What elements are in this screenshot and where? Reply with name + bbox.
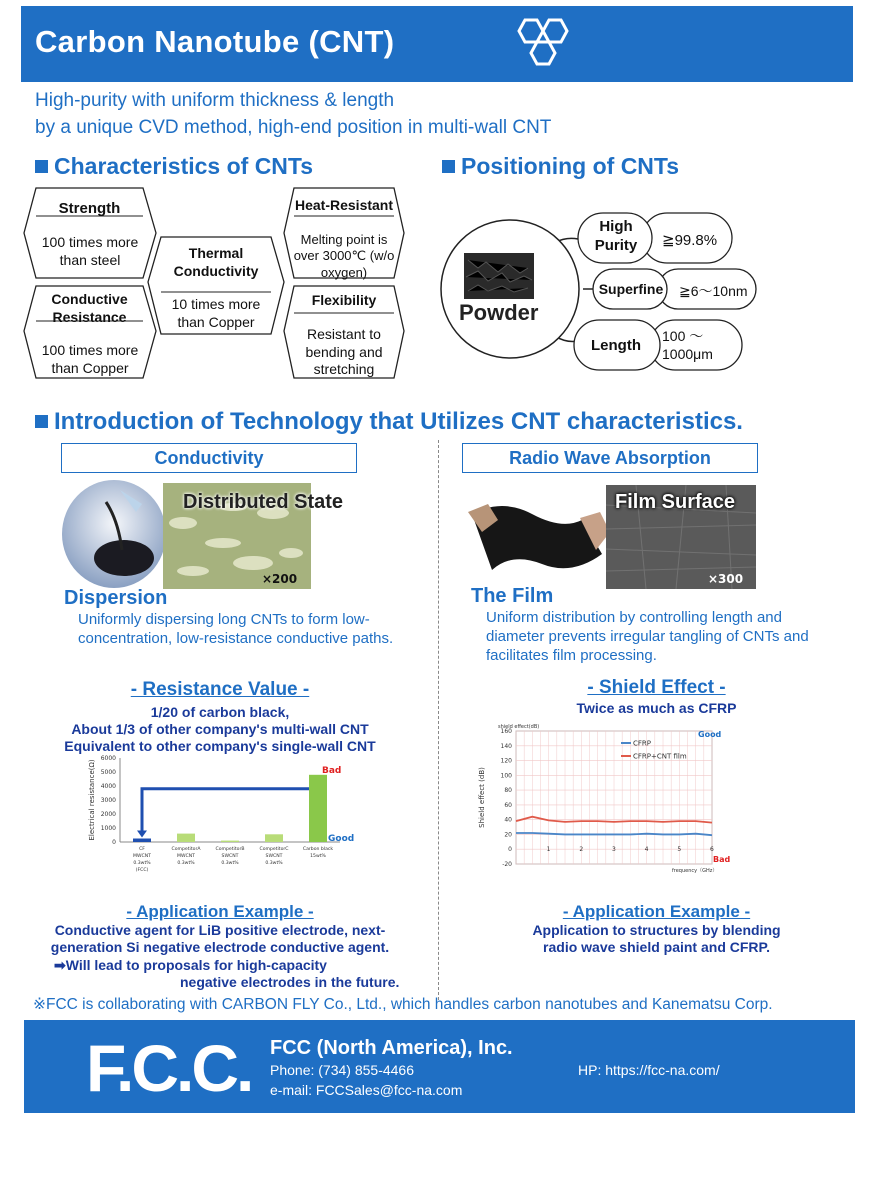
thermal-desc: 10 times more than Copper <box>171 296 261 330</box>
film-surface-label: Film Surface <box>615 491 736 513</box>
film-photo <box>462 484 612 589</box>
x-tick-label: MWCNT <box>177 854 195 859</box>
x-tick-label: 1 <box>546 846 551 854</box>
characteristics-heading: Characteristics of CNTs <box>35 153 313 180</box>
x-tick-label: (FCC) <box>135 868 149 873</box>
film-magnification-label: ×300 <box>708 572 744 586</box>
bad-annotation: Bad <box>713 855 731 864</box>
the-film-caption: The Film <box>471 585 554 607</box>
y-tick-label: 3000 <box>100 797 116 804</box>
superfine-value: ≧6～10nm <box>679 283 748 299</box>
bullet-square-icon <box>35 415 48 428</box>
powder-label: Powder <box>459 300 539 325</box>
y-tick-label: 5000 <box>100 769 116 776</box>
resistance-value-heading: - Resistance Value - <box>130 679 310 700</box>
shield-effect-heading: - Shield Effect - <box>587 677 726 698</box>
right-application-heading: - Application Example - <box>562 902 751 921</box>
x-tick-label: 0.3wt% <box>177 861 195 866</box>
resistance-line-3: Equivalent to other company's single-wall CNT <box>64 738 376 754</box>
length-label: Length <box>591 337 641 354</box>
x-tick-label: Carbon black <box>302 847 334 852</box>
hexagon-molecule-icon <box>505 14 575 76</box>
y-tick-label: 2000 <box>100 811 116 818</box>
y-tick-label: 0 <box>508 846 512 854</box>
dispersion-description: Uniformly dispersing long CNTs to form low-concentration, low-resistance conductive paths. <box>78 611 394 647</box>
fcc-logo: F.C.C. <box>86 1031 252 1105</box>
y-tick-label: -20 <box>502 861 512 868</box>
left-application-line-2: generation Si negative electrode conductive agent. <box>50 939 390 955</box>
thermal-title: Thermal Conductivity <box>173 245 259 279</box>
bullet-square-icon <box>442 160 455 173</box>
y-tick-label: 0 <box>112 839 116 846</box>
y-tick-label: 4000 <box>100 783 116 790</box>
x-tick-label: CF <box>139 847 145 852</box>
homepage-link[interactable]: HP: https://fcc-na.com/ <box>578 1062 720 1078</box>
resistance-line-2: About 1/3 of other company's multi-wall CNT <box>71 721 369 737</box>
x-tick-label: 0.3wt% <box>221 861 239 866</box>
conductive-title: Conductive Resistance <box>51 291 128 325</box>
x-tick-label: 15wt% <box>310 854 326 859</box>
left-application-line-4: negative electrodes in the future. <box>180 974 400 990</box>
x-tick-label: 2 <box>579 846 584 854</box>
x-tick-label: 3 <box>612 846 616 854</box>
resistance-line-1: 1/20 of carbon black, <box>150 704 290 720</box>
x-tick-label: SWCNT <box>265 854 283 859</box>
x-tick-label: 6 <box>710 846 714 854</box>
company-name: FCC (North America), Inc. <box>270 1037 513 1059</box>
left-application-line-3: ➡Will lead to proposals for high-capacity <box>54 957 327 973</box>
dispersion-caption: Dispersion <box>64 587 168 609</box>
right-application-line-2: radio wave shield paint and CFRP. <box>543 939 770 955</box>
y-axis-label: Shield effect (dB) <box>478 767 486 828</box>
superfine-label: Superfine <box>598 281 664 297</box>
y-tick-label: 40 <box>504 816 512 824</box>
y-axis-label: Electrical resistance(Ω) <box>88 759 96 841</box>
flexibility-desc: Resistant to bending and stretching <box>305 326 383 377</box>
x-tick-label: CompetitorA <box>171 847 201 852</box>
y-tick-label: 6000 <box>100 755 116 762</box>
arrow-head-icon <box>137 831 147 838</box>
positioning-heading: Positioning of CNTs <box>442 153 679 180</box>
x-tick-label: 4 <box>644 846 649 854</box>
y-tick-label: 120 <box>500 757 512 765</box>
x-tick-label: MWCNT <box>133 854 151 859</box>
high-purity-value: ≧99.8% <box>662 232 718 249</box>
page-title: Carbon Nanotube (CNT) <box>35 24 395 59</box>
x-tick-label: 0.3wt% <box>133 861 151 866</box>
x-tick-label: 0.3wt% <box>265 861 283 866</box>
y-tick-label: 100 <box>500 772 512 780</box>
distributed-state-label: Distributed State <box>183 491 344 513</box>
bar <box>177 834 195 842</box>
x-tick-label: SWCNT <box>221 854 239 859</box>
shield-effect-subtitle: Twice as much as CFRP <box>576 700 737 716</box>
y-tick-label: 1000 <box>100 825 116 832</box>
left-application-line-1: Conductive agent for LiB positive electrode, next- <box>54 922 386 938</box>
high-purity-label: High Purity <box>594 218 638 254</box>
x-axis-label: frequency（GHz） <box>672 868 718 874</box>
bad-annotation: Bad <box>322 765 342 776</box>
conductive-desc: 100 times more than Copper <box>41 342 139 376</box>
heat-resistant-desc: Melting point is over 3000℃ (w/o oxygen) <box>293 232 395 280</box>
collaboration-note: ※FCC is collaborating with CARBON FLY Co., Ltd., which handles carbon nanotubes and Kanematsu Corp. <box>33 996 773 1013</box>
email-link[interactable]: e-mail: FCCSales@fcc-na.com <box>270 1082 463 1098</box>
phone-number: Phone: (734) 855-4466 <box>270 1062 414 1078</box>
introduction-heading: Introduction of Technology that Utilizes CNT characteristics. <box>35 408 743 436</box>
x-tick-label: 5 <box>677 846 682 854</box>
strength-desc: 100 times more than steel <box>41 234 139 268</box>
bar <box>133 839 151 843</box>
left-application-heading: - Application Example - <box>126 902 314 921</box>
radio-wave-absorption-box: Radio Wave Absorption <box>462 443 758 473</box>
subtitle-line-2: by a unique CVD method, high-end position in multi-wall CNT <box>35 117 552 138</box>
conductivity-box: Conductivity <box>61 443 357 473</box>
length-value: 100 ～1000μm <box>662 328 713 363</box>
flexibility-title: Flexibility <box>311 292 377 308</box>
chart-title: shield effect(dB) <box>498 724 540 730</box>
bullet-square-icon <box>35 160 48 173</box>
magnification-label: ×200 <box>262 572 298 586</box>
y-tick-label: 60 <box>504 801 512 809</box>
film-description: Uniform distribution by controlling length and diameter prevents irregular tangling of CNTs and facilitates film processing. <box>486 609 809 664</box>
good-annotation: Good <box>698 730 722 739</box>
legend-label: CFRP+CNT film <box>633 752 687 761</box>
comparison-arrow <box>142 789 309 834</box>
dispersion-photo <box>62 480 167 588</box>
y-tick-label: 160 <box>500 728 512 735</box>
strength-title: Strength <box>58 200 121 217</box>
y-tick-label: 20 <box>504 831 512 839</box>
bar <box>265 834 283 842</box>
right-application-line-1: Application to structures by blending <box>532 922 781 938</box>
x-tick-label: CompetitorB <box>215 847 245 852</box>
bar <box>309 775 327 842</box>
legend-label: CFRP <box>633 739 651 748</box>
y-tick-label: 140 <box>500 742 512 750</box>
shield-effect-line-chart <box>472 714 742 874</box>
resistance-bar-chart <box>80 752 370 887</box>
y-tick-label: 80 <box>504 787 512 795</box>
bar <box>221 841 239 842</box>
good-annotation: Good <box>328 834 355 844</box>
x-tick-label: CompetitorC <box>259 847 289 852</box>
heat-resistant-title: Heat-Resistant <box>294 197 394 213</box>
subtitle-line-1: High-purity with uniform thickness & length <box>35 90 395 111</box>
